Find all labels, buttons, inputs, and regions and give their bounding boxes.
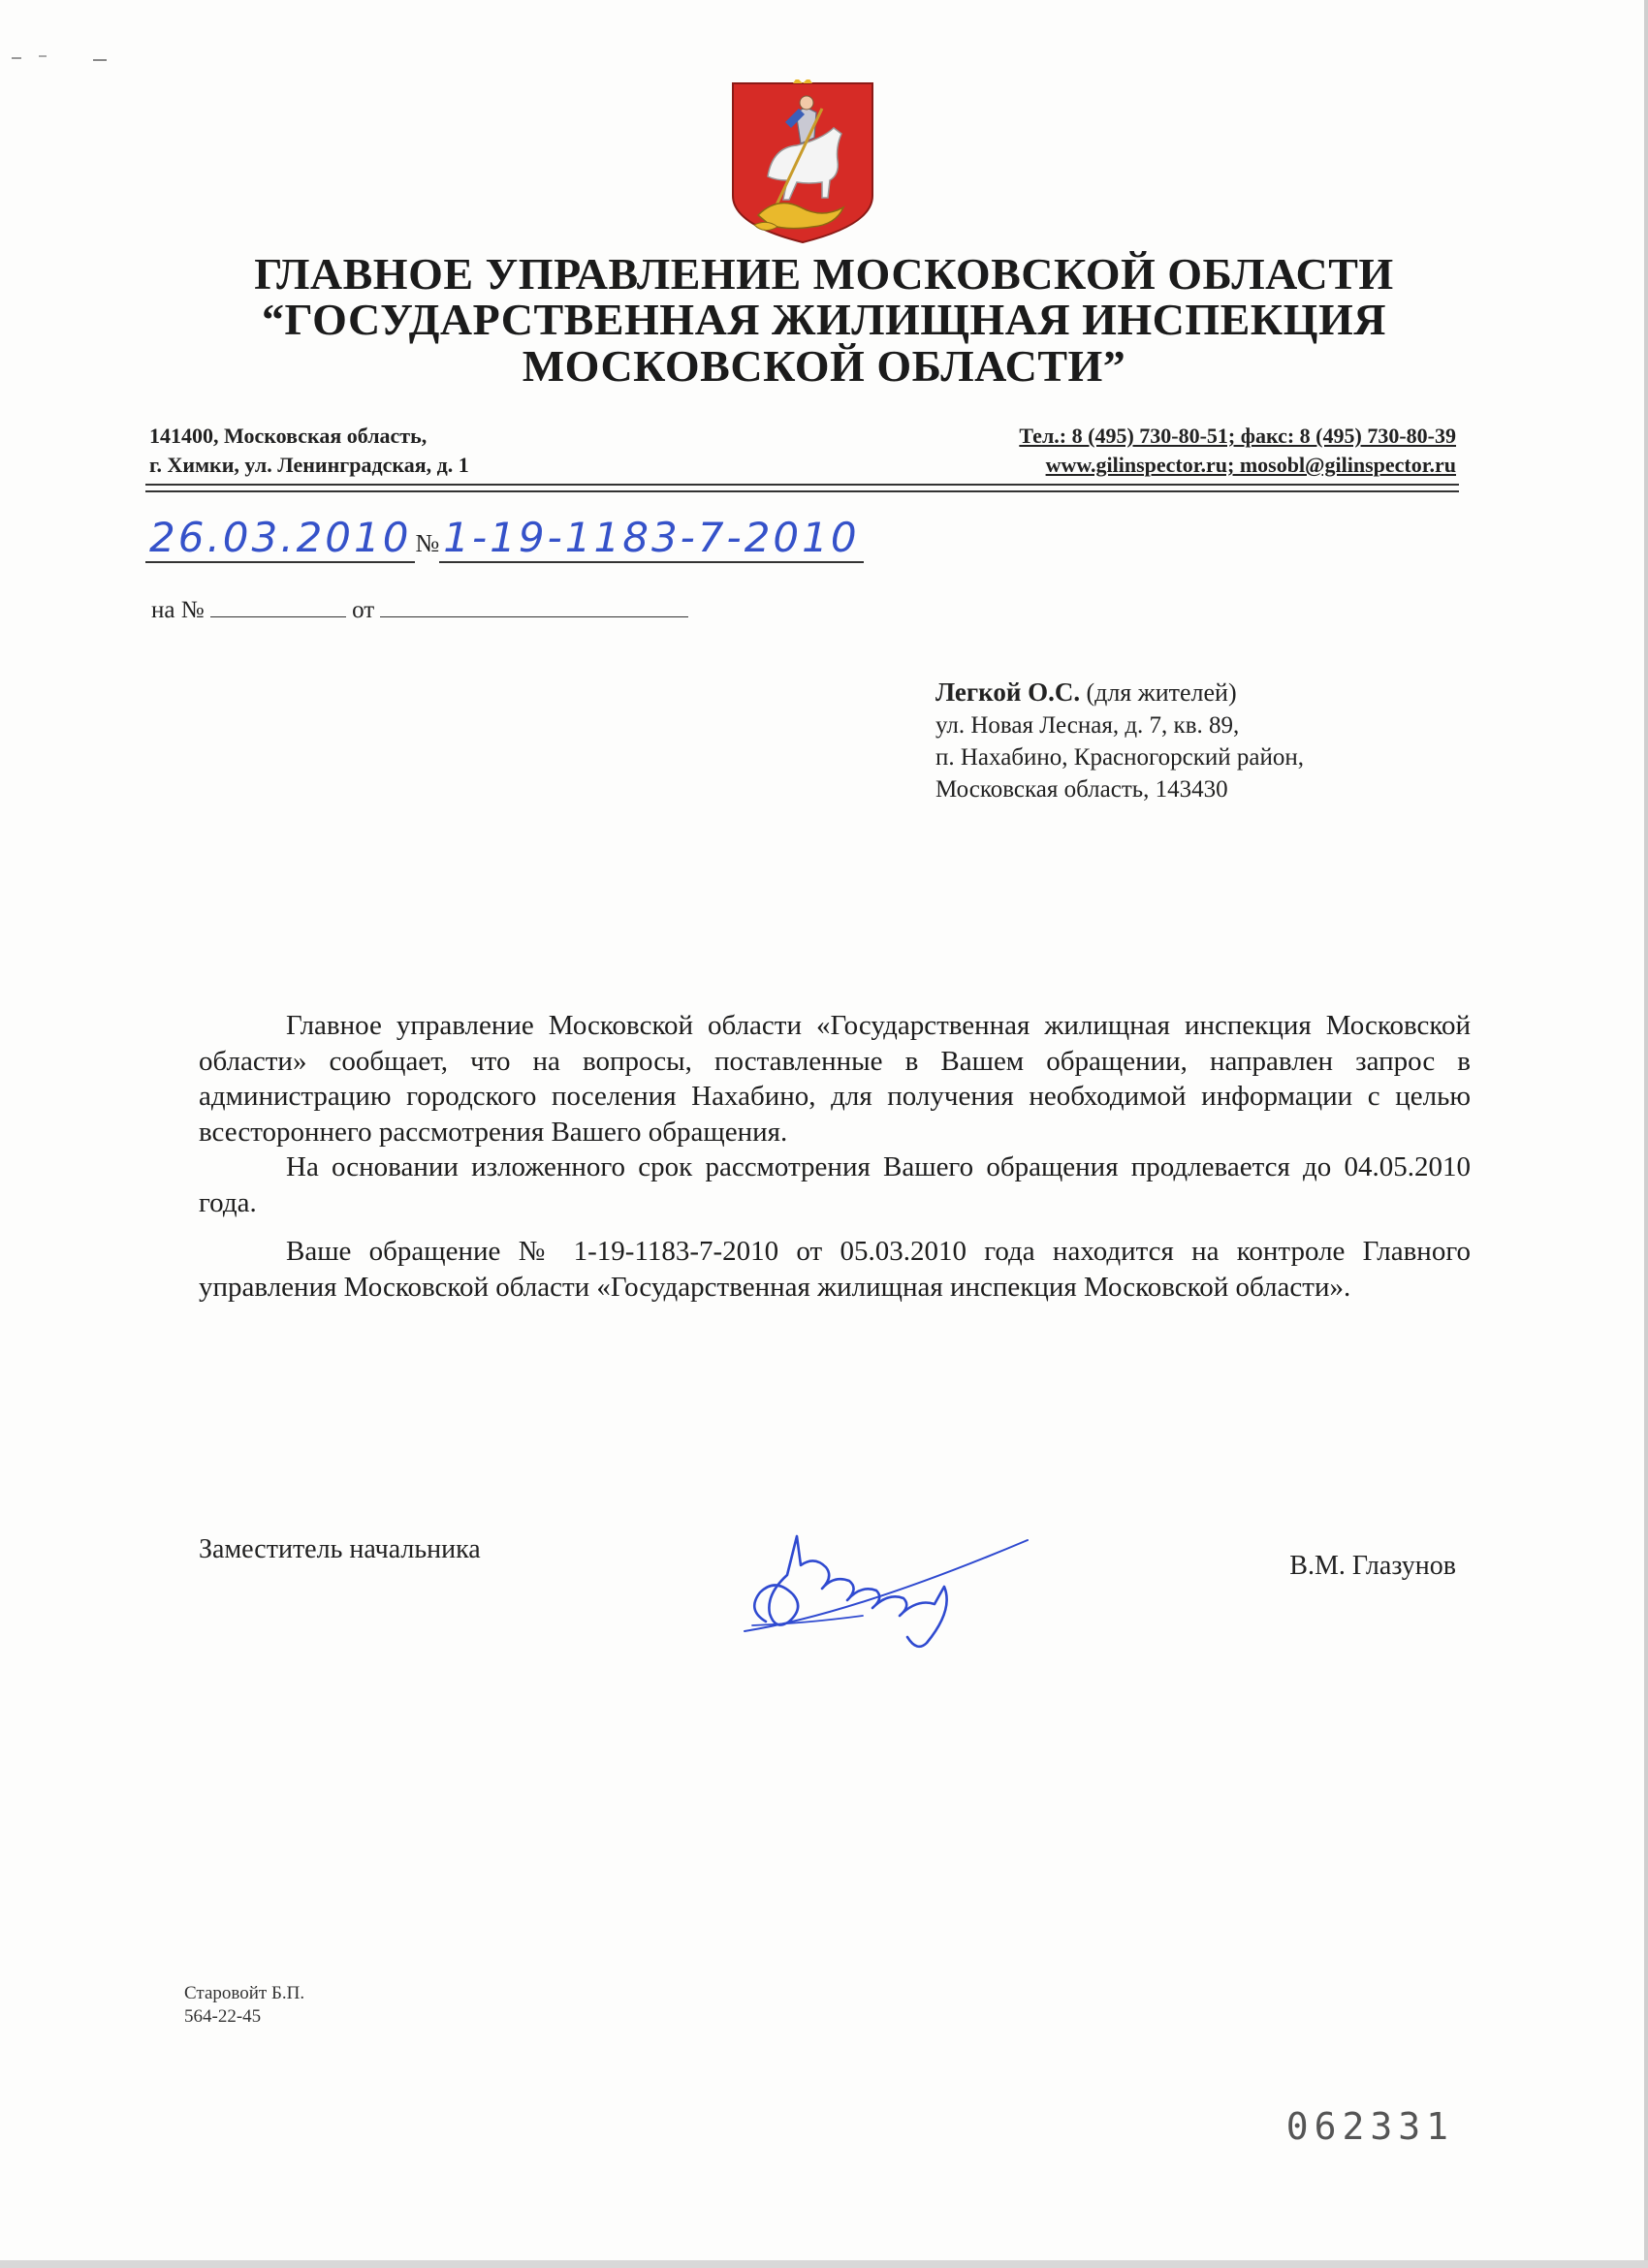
body-paragraph-1: Главное управление Московской области «Государственная жилищная инспекция Московской области» сообщает, что на вопросы, поставленные в Вашем обращении, направлен запрос в администрацию городского поселения Нахабино, для получения необходимой информации с целью всестороннего рассмотрения Вашего обращения. (199, 1010, 1471, 1148)
outgoing-number: 1-19-1183-7-2010 (439, 514, 863, 563)
recipient-address-line1: ул. Новая Лесная, д. 7, кв. 89, (935, 712, 1240, 739)
reference-number-blank (210, 593, 346, 617)
moscow-oblast-coat-of-arms-icon (729, 79, 876, 246)
number-sign: № (415, 529, 440, 557)
executor-block (184, 1982, 304, 2029)
org-title-line2: “ГОСУДАРСТВЕННАЯ ЖИЛИЩНАЯ ИНСПЕКЦИЯ (262, 295, 1386, 344)
reference-date-blank (380, 593, 688, 617)
recipient-name: Легкой О.С. (935, 677, 1081, 707)
scan-specks (10, 48, 116, 68)
reference-from-label: от (352, 597, 375, 623)
letter-body (199, 1008, 1471, 1305)
sender-address-line1: 141400, Московская область, (149, 424, 428, 448)
header-rule-top (145, 484, 1459, 486)
reference-line (151, 593, 688, 624)
body-paragraph-3: Ваше обращение № 1-19-1183-7-2010 от 05.03.2010 года находится на контроле Главного управления Московской области «Государственная жилищная инспекция Московской области». (199, 1236, 1471, 1303)
outgoing-number-block (145, 514, 864, 563)
header-rule-bottom (145, 490, 1459, 492)
handwritten-signature (737, 1517, 1037, 1653)
signatory-name: В.М. Глазунов (1289, 1551, 1456, 1581)
recipient-address-line2: п. Нахабино, Красногорский район, (935, 744, 1305, 771)
form-serial-number: 062331 (1285, 2105, 1454, 2148)
sender-address-line2: г. Химки, ул. Ленинградская, д. 1 (149, 453, 469, 477)
outgoing-date: 26.03.2010 (145, 514, 415, 563)
body-paragraph-2: На основании изложенного срок рассмотрения Вашего обращения продлевается до 04.05.2010 года. (199, 1151, 1471, 1218)
executor-name: Старовойт Б.П. (184, 1983, 305, 2003)
scan-edge-right (1644, 0, 1648, 2268)
recipient-note: (для жителей) (1086, 678, 1237, 707)
sender-web-email: www.gilinspector.ru; mosobl@gilinspector.ru (1045, 453, 1456, 477)
sender-phones: Тел.: 8 (495) 730-80-51; факс: 8 (495) 730-80-39 (1019, 424, 1456, 448)
scan-edge-bottom (0, 2260, 1648, 2268)
executor-phone: 564-22-45 (184, 2006, 262, 2027)
reference-number-label: на № (151, 597, 205, 623)
org-title-line3: МОСКОВСКОЙ ОБЛАСТИ” (522, 341, 1126, 391)
recipient-block (935, 677, 1304, 805)
signatory-position: Заместитель начальника (199, 1534, 481, 1564)
recipient-address-line3: Московская область, 143430 (935, 776, 1228, 803)
org-title-line1: ГЛАВНОЕ УПРАВЛЕНИЕ МОСКОВСКОЙ ОБЛАСТИ (254, 249, 1394, 299)
